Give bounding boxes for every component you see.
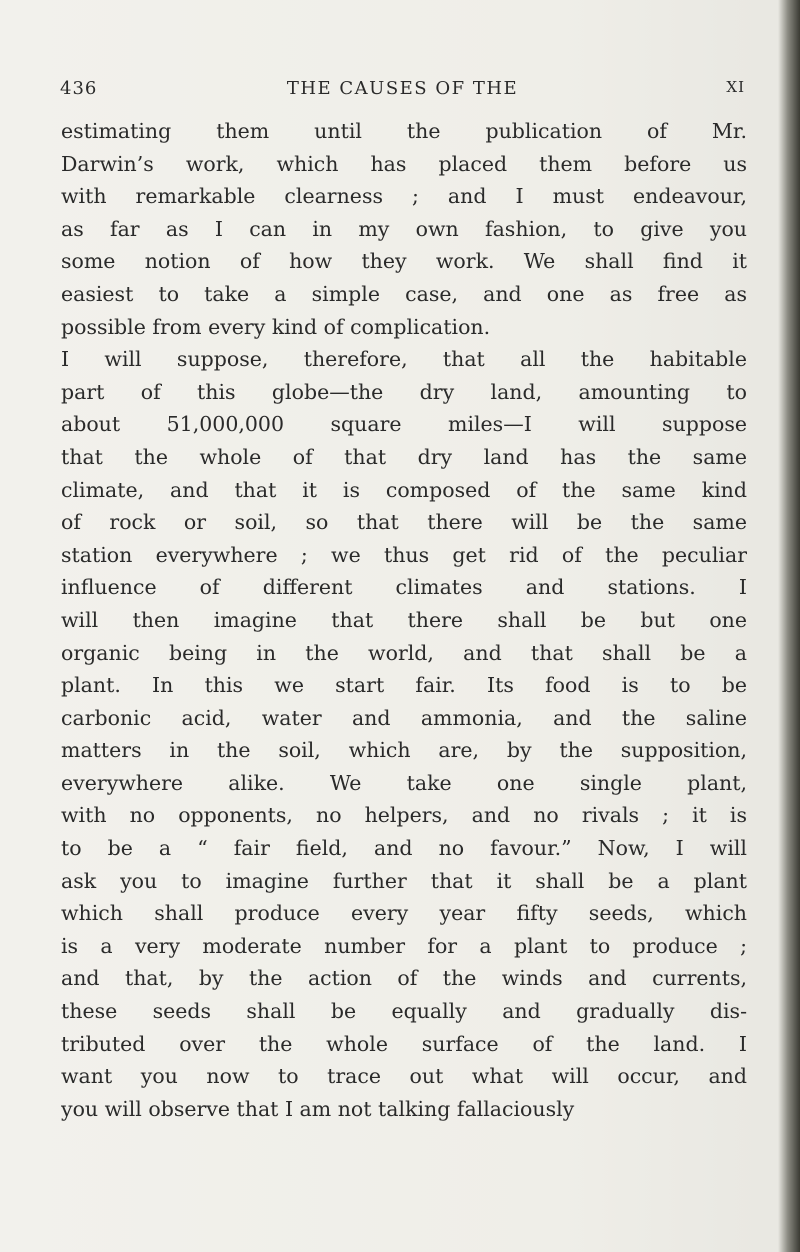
text-line: climate, and that it is composed of the same kind [61,477,747,502]
text-line: some notion of how they work. We shall find it [61,249,747,274]
body-text [61,115,747,1125]
text-line: will then imagine that there shall be but one [61,607,747,632]
running-title: THE CAUSES OF THE [286,78,519,99]
text-line: want you now to trace out what will occur, and [61,1064,747,1089]
text-line: station everywhere ; we thus get rid of the peculiar [61,542,747,567]
text-line: ask you to imagine further that it shall be a plant [61,868,747,893]
text-line: Darwin’s work, which has placed them before us [61,151,747,176]
page-number: 436 [60,78,98,99]
text-line: which shall produce every year fifty seeds, which [61,901,747,926]
text-line: about 51,000,000 square miles—I will suppose [61,412,747,437]
text-line: influence of different climates and stations. I [61,575,747,600]
text-line: you will observe that I am not talking fallaciously [61,1096,575,1121]
chapter-number: XI [726,78,745,96]
text-line: carbonic acid, water and ammonia, and the saline [61,705,747,730]
text-line: that the whole of that dry land has the same [61,444,747,469]
text-line: part of this globe—the dry land, amounting to [61,379,747,404]
text-line: with no opponents, no helpers, and no rivals ; it is [61,803,747,828]
text-line: matters in the soil, which are, by the supposition, [61,738,747,763]
text-line: with remarkable clearness ; and I must endeavour, [61,184,747,209]
page-header [60,78,745,108]
text-line: to be a “ fair field, and no favour.” Now, I will [61,836,747,861]
text-line: as far as I can in my own fashion, to give you [61,216,747,241]
text-line: possible from every kind of complication. [61,314,491,339]
text-line: easiest to take a simple case, and one as free as [61,281,747,306]
page-edge-shadow [778,0,800,1252]
text-line: everywhere alike. We take one single plant, [61,770,747,795]
text-line: organic being in the world, and that shall be a [61,640,747,665]
text-line: of rock or soil, so that there will be the same [61,510,747,535]
text-line: plant. In this we start fair. Its food is to be [61,673,747,698]
text-line: and that, by the action of the winds and currents, [61,966,747,991]
text-line: these seeds shall be equally and gradually dis- [61,999,747,1024]
text-line: estimating them until the publication of Mr. [61,119,747,143]
text-line: I will suppose, therefore, that all the habitable [61,347,747,372]
text-line: is a very moderate number for a plant to produce ; [61,933,747,958]
text-line: tributed over the whole surface of the land. I [61,1031,747,1056]
